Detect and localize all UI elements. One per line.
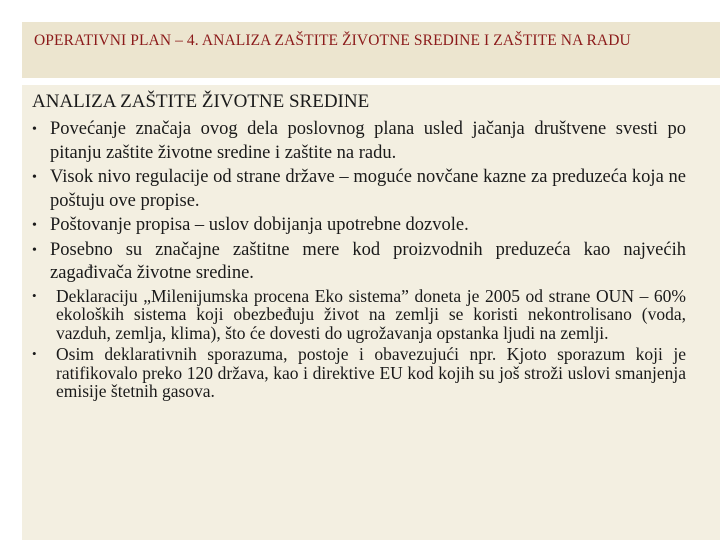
sub-bullet-item: [32, 345, 686, 401]
bullet-text: Poštovanje propisa – uslov dobijanja upotrebne dozvole.: [50, 215, 469, 235]
sub-bullet-text: Deklaraciju „Milenijumska procena Eko sistema” doneta je 2005 od strane OUN – 60% ekoloških sistema koji obezbeđuju život na zemlji se koristi nekontrolisano (voda, vazduh, zemlja, klima), što će dovesti do ugrožavanja opstanka ljudi na zemlji.: [56, 285, 686, 343]
sub-bullet-text: Osim deklarativnih sporazuma, postoje i obavezujući npr. Kjoto sporazum koji je ratifikovalo preko 120 država, kao i direktive EU kod kojih su još stroži uslovi smanjenja emisije štetnih gasova.: [56, 344, 686, 401]
slide-title: OPERATIVNI PLAN – 4. ANALIZA ZAŠTITE ŽIVOTNE SREDINE I ZAŠTITE NA RADU: [34, 32, 631, 49]
bullet-icon: •: [32, 287, 37, 303]
bullet-list: [32, 118, 686, 286]
bullet-icon: •: [32, 218, 37, 233]
sub-bullet-list: [32, 287, 686, 401]
sub-bullet-item: [32, 287, 686, 343]
bullet-text: Posebno su značajne zaštitne mere kod proizvodnih preduzeća kao najvećih zagađivača životne sredine.: [50, 239, 686, 283]
slide-content: [32, 90, 686, 404]
section-heading: ANALIZA ZAŠTITE ŽIVOTNE SREDINE: [32, 91, 370, 112]
bullet-icon: •: [32, 346, 37, 361]
bullet-text: Visok nivo regulacije od strane države – moguće novčane kazne za preduzeća koja ne poštuju ove propise.: [50, 167, 686, 211]
bullet-icon: •: [32, 122, 37, 137]
bullet-item: [32, 118, 686, 165]
bullet-item: [32, 166, 686, 213]
bullet-text: Povećanje značaja ovog dela poslovnog plana usled jačanja društvene svesti po pitanju zaštite životne sredine i zaštite na radu.: [50, 119, 686, 163]
bullet-icon: •: [32, 242, 37, 258]
bullet-item: [32, 214, 686, 238]
bullet-item: [32, 239, 686, 286]
bullet-icon: •: [32, 170, 37, 185]
